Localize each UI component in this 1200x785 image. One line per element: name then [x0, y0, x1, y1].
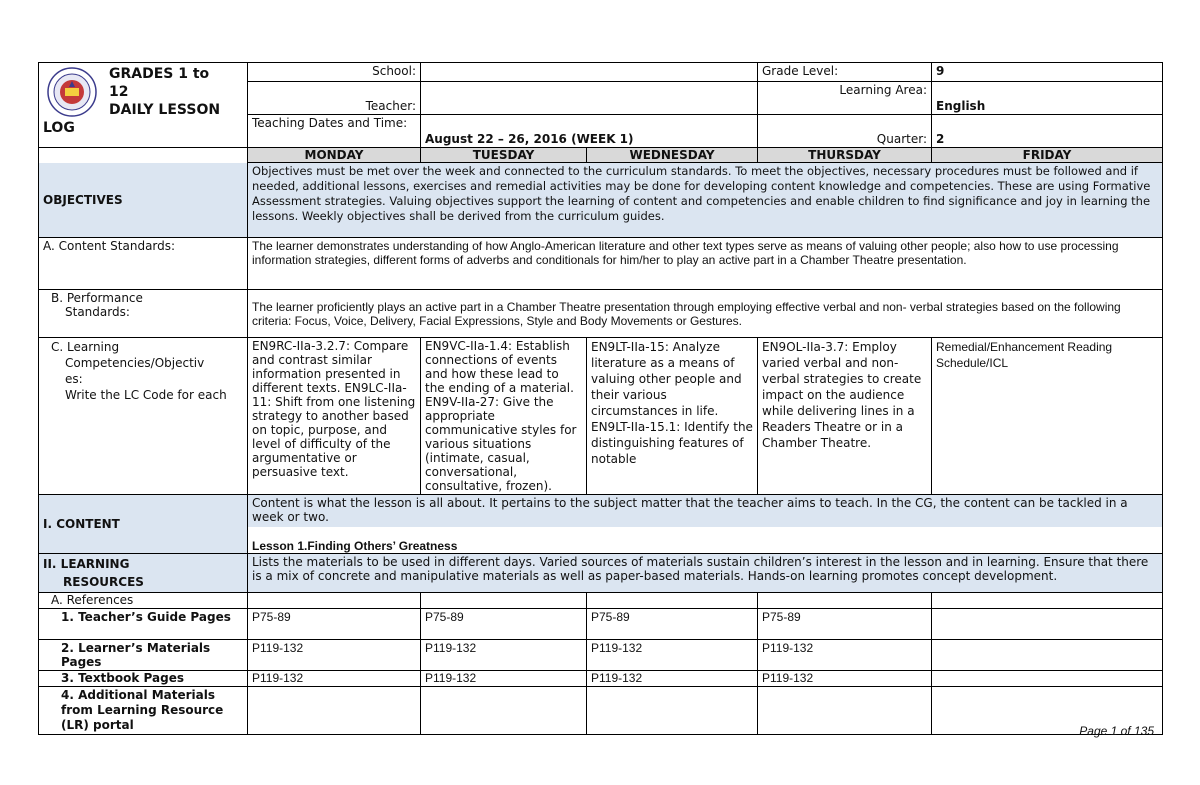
performance-standards-label: B. Performance Standards:	[39, 290, 248, 338]
references-cell[interactable]	[421, 593, 587, 609]
content-standards-label: A. Content Standards:	[39, 238, 248, 290]
learners-materials-wednesday[interactable]: P119-132	[587, 640, 758, 671]
teachers-guide-wednesday[interactable]: P75-89	[587, 609, 758, 640]
day-header-thursday: THURSDAY	[758, 148, 932, 163]
quarter-value[interactable]: 2	[932, 115, 1163, 148]
teachers-guide-thursday[interactable]: P75-89	[758, 609, 932, 640]
textbook-pages-thursday[interactable]: P119-132	[758, 671, 932, 687]
content-standards-text[interactable]: The learner demonstrates understanding of how Anglo-American literature and other text types serve as means of valuing other people; also how to use processing information strategies, different forms of adverbs and conditionals for him/her to play an active part in a Chamber Theatre presentation.	[248, 238, 1163, 290]
learning-resources-text: Lists the materials to be used in different days. Varied sources of materials sustain children’s interest in the lesson and in learning. Ensure that there is a mix of concrete and manipulative materials as well as paper-based materials. Hands-on learning promotes concept development.	[248, 554, 1163, 593]
additional-materials-wednesday[interactable]	[587, 687, 758, 735]
learners-materials-thursday[interactable]: P119-132	[758, 640, 932, 671]
deped-seal-icon	[47, 67, 97, 117]
day-header-monday: MONDAY	[248, 148, 421, 163]
learners-materials-tuesday[interactable]: P119-132	[421, 640, 587, 671]
references-label: A. References	[39, 593, 248, 609]
dll-title-log: LOG	[43, 120, 75, 136]
school-value[interactable]	[421, 63, 758, 82]
content-label: I. CONTENT	[39, 495, 248, 554]
references-cell[interactable]	[248, 593, 421, 609]
page-number: Page 1 of 135	[1079, 724, 1154, 738]
competency-friday[interactable]: Remedial/Enhancement Reading Schedule/ICL	[932, 338, 1163, 495]
learning-area-value[interactable]: English	[932, 82, 1163, 115]
grade-level-label: Grade Level:	[758, 63, 932, 82]
textbook-pages-label: 3. Textbook Pages	[39, 671, 248, 687]
additional-materials-monday[interactable]	[248, 687, 421, 735]
teachers-guide-label: 1. Teacher’s Guide Pages	[39, 609, 248, 640]
learners-materials-friday[interactable]	[932, 640, 1163, 671]
daily-lesson-log-table	[38, 62, 1163, 735]
day-header-tuesday: TUESDAY	[421, 148, 587, 163]
grade-level-value[interactable]: 9	[932, 63, 1163, 82]
teachers-guide-tuesday[interactable]: P75-89	[421, 609, 587, 640]
references-cell[interactable]	[587, 593, 758, 609]
textbook-pages-wednesday[interactable]: P119-132	[587, 671, 758, 687]
teachers-guide-friday[interactable]	[932, 609, 1163, 640]
competency-tuesday[interactable]: EN9VC-IIa-1.4: Establish connections of events and how these lead to the ending of a material. EN9V-IIa-27: Give the appropriate communicative styles for various situations (intimate, casual, conversational, consultative, frozen).	[421, 338, 587, 495]
learning-resources-label: II. LEARNING RESOURCES	[39, 554, 248, 593]
additional-materials-tuesday[interactable]	[421, 687, 587, 735]
learners-materials-label: 2. Learner’s Materials Pages	[39, 640, 248, 671]
day-header-friday: FRIDAY	[932, 148, 1163, 163]
teacher-label: Teacher:	[248, 82, 421, 115]
day-header-wednesday: WEDNESDAY	[587, 148, 758, 163]
performance-standards-text[interactable]: The learner proficiently plays an active part in a Chamber Theatre presentation through employing effective verbal and non- verbal strategies based on the following criteria: Focus, Voice, Delivery, Facial Expressions, Style and Body Movements or Gestures.	[248, 290, 1163, 338]
references-cell[interactable]	[932, 593, 1163, 609]
competency-monday[interactable]: EN9RC-IIa-3.2.7: Compare and contrast similar information presented in different texts. EN9LC-IIa-11: Shift from one listening strategy to another based on topic, purpose, and level of difficulty of the argumentative or persuasive text.	[248, 338, 421, 495]
content-cell	[248, 495, 1163, 554]
objectives-label: OBJECTIVES	[39, 163, 248, 238]
learning-area-label: Learning Area:	[758, 82, 932, 115]
learning-competencies-label: C. Learning Competencies/Objectiv es: Write the LC Code for each	[39, 338, 248, 495]
teachers-guide-monday[interactable]: P75-89	[248, 609, 421, 640]
teacher-value[interactable]	[421, 82, 758, 115]
header-title-cell	[39, 63, 248, 148]
quarter-label: Quarter:	[758, 115, 932, 148]
competency-wednesday[interactable]: EN9LT-IIa-15: Analyze literature as a means of valuing other people and their various circumstances in life. EN9LT-IIa-15.1: Identify the distinguishing features of notable	[587, 338, 758, 495]
teaching-dates-label: Teaching Dates and Time:	[248, 115, 421, 148]
textbook-pages-monday[interactable]: P119-132	[248, 671, 421, 687]
dll-title: GRADES 1 to 12 DAILY LESSON	[109, 66, 221, 118]
competency-thursday[interactable]: EN9OL-IIa-3.7: Employ varied verbal and non-verbal strategies to create impact on the audience while delivering lines in a Readers Theatre or in a Chamber Theatre.	[758, 338, 932, 495]
lesson-title[interactable]: Lesson 1.Finding Others’ Greatness	[252, 539, 458, 553]
textbook-pages-tuesday[interactable]: P119-132	[421, 671, 587, 687]
textbook-pages-friday[interactable]	[932, 671, 1163, 687]
additional-materials-label: 4. Additional Materials from Learning Resource (LR) portal	[39, 687, 248, 735]
additional-materials-thursday[interactable]	[758, 687, 932, 735]
day-header-blank	[39, 148, 248, 163]
learners-materials-monday[interactable]: P119-132	[248, 640, 421, 671]
school-label: School:	[248, 63, 421, 82]
content-description: Content is what the lesson is all about. It pertains to the subject matter that the teacher aims to teach. In the CG, the content can be tackled in a week or two.	[248, 495, 1162, 527]
references-cell[interactable]	[758, 593, 932, 609]
teaching-dates-value[interactable]: August 22 – 26, 2016 (WEEK 1)	[421, 115, 758, 148]
objectives-text: Objectives must be met over the week and connected to the curriculum standards. To meet the objectives, necessary procedures must be followed and if needed, additional lessons, exercises and remedial activities may be done for developing content knowledge and competencies. These are using Formative Assessment strategies. Valuing objectives support the learning of content and competencies and enable children to find significance and joy in learning the lessons. Weekly objectives shall be derived from the curriculum guides.	[248, 163, 1163, 238]
